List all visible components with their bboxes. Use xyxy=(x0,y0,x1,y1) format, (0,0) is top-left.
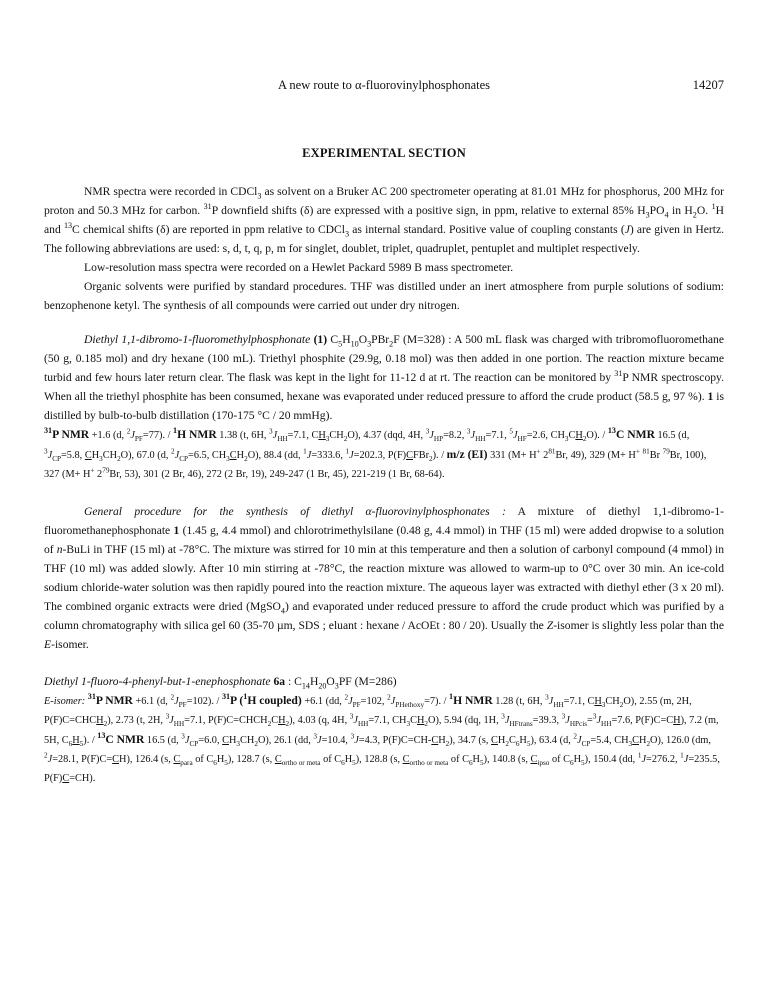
paragraph-mass-spectra: Low-resolution mass spectra were recorded on a Hewlet Packard 5989 B mass spectrometer. xyxy=(84,261,514,274)
paragraph-nmr-methods: NMR spectra were recorded in CDCl$_3$ as solvent on a Bruker AC 200 spectrometer operating at 81.01 MHz for phosphorus, 200 MHz for proton and 50.3 MHz for carbon. $^{31}$P downfield shifts (δ) are expressed with a positive sign, in ppm, relative to external 85% $H_3PO_4$ in $H_2O$. $^1$H and $^{13}$C chemical shifts (δ) are reported in ppm relative to CDCl$_3$ as internal standard. Positive value of coupling constants (J) are given in Hertz. The following abbreviations are used: s, d, t, q, p, m for singlet, doublet, triplet, quadruplet, pentuplet and multiplet respectively. xyxy=(44,185,725,255)
body-text xyxy=(44,182,724,788)
page-number: 14207 xyxy=(692,78,724,92)
paragraph-compound-1: Diethyl 1,1-dibromo-1-fluoromethylphosphonate (1) $C_5H_{10}O_3PBr_2F$ (M=328) : A 500 mL flask was charged with tribromofluoromethane (50 g, 0.185 mol) and dry hexane (100 mL). Triethyl phosphite (29.9g, 0.18 mol) was then added in one portion. The reaction mixture became turbid and few hours later return clear. The flask was kept in the light for 11-12 d at rt. The reaction can be monitored by $^{31}$P NMR spectroscopy. When all the triethyl phosphite has been consumed, hexane was evaporated under reduced pressure to afford the crude product (58.5 g, 97 %). 1 is distilled by bulb-to-bulb distillation (170-175 °C / 20 mmHg). xyxy=(44,333,724,422)
running-title: A new route to α-fluorovinylphosphonates xyxy=(277,78,491,92)
spectral-data-compound-6a: E-isomer: $^{31}$P NMR +6.1 (d, $^2J_{PF}=102$). / $^{31}$P ($^1$H coupled) +6.1 (dd, $^2J_{PF}=102$, $^2J_{PHethoxy}=7$). / $^1$H NMR 1.28 (t, 6H, $^3J_{HH}=7.1$, $CH_3CH_2O$), 2.55 (m, 2H, $P(F)C=CHCH_2$), 2.73 (t, 2H, $^3J_{HH}=7.1$, $P(F)C=CHCH_2CH_2$), 4.03 (q, 4H, $^3J_{HH}=7.1$, $CH_3CH_2O$), 5.94 (dq, 1H, $^3J_{HFtrans}=39.3$, $^3J_{HPcis}=^3J_{HH}=7.6$, P(F)C=CH), 7.2 (m, 5H, $C_6H_5$). / $^{13}$C NMR 16.5 (d, $^3J_{CP}=6.0$, $CH_3CH_2O$), 26.1 (dd, $^3$J=10.4, $^3$J=4.3, $P(F)C=CH-CH_2$), 34.7 (s, $CH_2C_6H_5$), 63.4 (d, $^2J_{CP}=5.4$, $CH_3CH_2O$), 126.0 (dm, $^2$J=28.1, P(F)C=CH), 126.4 (s, $C_{para}$ of $C_6H_5$), 128.7 (s, $C_{ortho or meta}$ of $C_6H_5$), 128.8 (s, $C_{ortho or meta}$ of $C_6H_5$), 140.8 (s, $C_{ipso}$ of $C_6H_5$), 150.4 (dd, $^1$J=276.2, $^1$J=235.5, P(F)C=CH). xyxy=(44,692,720,784)
section-heading: EXPERIMENTAL SECTION xyxy=(302,146,466,160)
paragraph-general-procedure: General procedure for the synthesis of diethyl α-fluorovinylphosphonates : A mixture of diethyl 1,1-dibromo-1-fluoromethanephosphonate 1 (1.45 g, 4.4 mmol) and chlorotrimethylsilane (0.48 g, 4.4 mmol) in THF (15 ml) were added dropwise to a solution of n-BuLi in THF (15 ml) at -78°C. The mixture was stirred for 10 min at this temperature and then a solution of carbonyl compound (4 mmol) in THF (10 ml) was added slowly. After 10 min stirring at -78°C, the reaction mixture was allowed to warm-up to 0°C over 30 min. An ice-cold sodium chloride-water solution was then rapidly poured into the reaction mixture. The aqueous layer was extracted with diethyl ether (3 x 20 ml). The combined organic extracts were dried (MgSO$_4$) and evaporated under reduced pressure to afford the crude product which was purified by a column chromatography with silica gel 60 (35-70 µm, SDS ; eluant : hexane / AcOEt : 80 / 20). Usually the Z-isomer is slightly less polar than the E-isomer. xyxy=(44,505,724,651)
page-header xyxy=(44,78,724,94)
paragraph-compound-6a: Diethyl 1-fluoro-4-phenyl-but-1-enephosphonate 6a : $C_{14}H_{20}O_3PF$ (M=286) xyxy=(44,675,397,691)
spectral-data-compound-1: $^{31}$P NMR +1.6 (d, $^2J_{PF}=77$). / $^1$H NMR 1.38 (t, 6H, $^3J_{HH}=7.1$, $CH_3CH_2O$), 4.37 (dqd, 4H, $^3J_{HP}=8.2$, $^3J_{HH}=7.1$, $^5J_{HF}=2.6$, $CH_3CH_2O$). / $^{13}$C NMR 16.5 (d, $^3J_{CP}=5.8$, $CH_3CH_2O$), 67.0 (d, $^2J_{CP}=6.5$, $CH_3CH_2O$), 88.4 (dd, $^1$J=333.6, $^1$J=202.3, P(F)CFBr$_2$). / m/z (EI) 331 (M+ H+ $2^{81}Br$, 49), 329 (M+ H+ $^{81}$Br $^{79}$Br, 100), 327 (M+ H+ $2^{79}Br$, 53), 301 (2 Br, 46), 272 (2 Br, 19), 249-247 (1 Br, 45), 221-219 (1 Br, 68-64). xyxy=(44,426,707,480)
paragraph-solvents: Organic solvents were purified by standard procedures. THF was distilled under an inert atmosphere from purple solutions of sodium: benzophenone ketyl. The synthesis of all compounds were carried out under dry nitrogen. xyxy=(44,280,724,312)
